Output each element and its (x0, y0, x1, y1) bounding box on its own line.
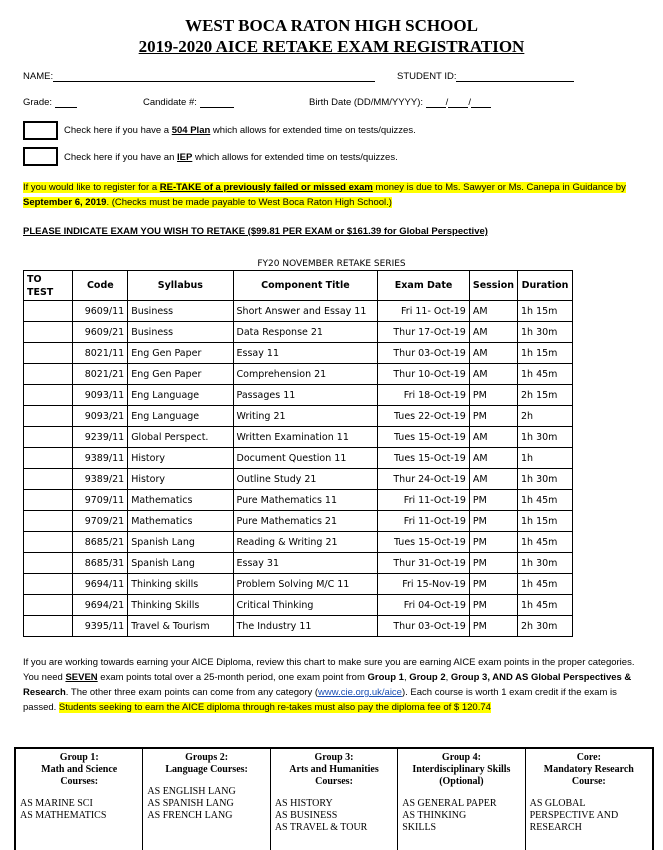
table-row (24, 616, 573, 637)
code-cell: 9395/11 (73, 616, 128, 637)
date-cell: Thur 24-Oct-19 (378, 469, 470, 490)
syllabus-cell: Eng Language (128, 406, 233, 427)
group-courses (402, 798, 520, 834)
syllabus-cell: Business (128, 301, 233, 322)
grade-label: Grade: (23, 97, 53, 108)
code-cell: 9093/11 (73, 385, 128, 406)
group-column (271, 749, 398, 850)
group-heading-line: Mandatory Research (543, 764, 634, 775)
component-cell: Short Answer and Essay 11 (233, 301, 378, 322)
school-title: WEST BOCA RATON HIGH SCHOOL (185, 16, 478, 35)
table-header-row (24, 271, 573, 301)
to-test-cell[interactable] (24, 448, 73, 469)
component-cell: Outline Study 21 (233, 469, 378, 490)
birthdate-row: Birth Date (DD/MM/YYYY): / / (309, 97, 491, 108)
duration-cell: 1h 45m (518, 364, 573, 385)
session-cell: PM (469, 595, 517, 616)
candidate-row (143, 97, 234, 108)
component-cell: Reading & Writing 21 (233, 532, 378, 553)
course-item: AS FRENCH LANG (147, 810, 233, 821)
candidate-field[interactable] (200, 98, 234, 108)
to-test-cell[interactable] (24, 427, 73, 448)
course-item: AS HISTORY (274, 798, 333, 809)
code-cell: 9389/11 (73, 448, 128, 469)
session-cell: AM (469, 343, 517, 364)
table-row (24, 469, 573, 490)
col-date: Exam Date (378, 271, 470, 301)
iep-checkbox[interactable] (23, 147, 58, 166)
date-cell: Fri 11-Oct-19 (378, 490, 470, 511)
code-cell: 9609/11 (73, 301, 128, 322)
name-field-row (23, 71, 375, 82)
group-heading (147, 752, 265, 776)
col-duration: Duration (518, 271, 573, 301)
name-label: NAME: (23, 71, 54, 82)
component-cell: Data Response 21 (233, 322, 378, 343)
table-row (24, 532, 573, 553)
group-column (526, 749, 652, 850)
syllabus-cell: Business (128, 322, 233, 343)
duration-cell: 1h 30m (518, 322, 573, 343)
to-test-cell[interactable] (24, 574, 73, 595)
plan504-text: Check here if you have a 504 Plan which allows for extended time on tests/quizzes. (64, 125, 416, 136)
duration-cell: 2h (518, 406, 573, 427)
to-test-cell[interactable] (24, 385, 73, 406)
group-heading-line: Arts and Humanities (289, 764, 379, 775)
series-caption: FY20 NOVEMBER RETAKE SERIES (257, 259, 406, 269)
session-cell: PM (469, 616, 517, 637)
group-heading-line: Groups 2: (185, 752, 229, 763)
to-test-cell[interactable] (24, 469, 73, 490)
date-cell: Fri 18-Oct-19 (378, 385, 470, 406)
group-heading-line: Interdisciplinary Skills (412, 764, 511, 775)
group-column (16, 749, 143, 850)
group-heading-line: Math and Science (41, 764, 118, 775)
retake-instruction: PLEASE INDICATE EXAM YOU WISH TO RETAKE ($99.81 PER EXAM or $161.39 for Global Perspective) (23, 226, 488, 237)
form-title: 2019-2020 AICE RETAKE EXAM REGISTRATION (138, 37, 525, 56)
course-item: AS TRAVEL & TOUR (274, 822, 368, 833)
code-cell: 8021/11 (73, 343, 128, 364)
syllabus-cell: History (128, 448, 233, 469)
group-heading-line: Core: (576, 752, 601, 763)
duration-cell: 1h (518, 448, 573, 469)
cie-link[interactable]: www.cie.org.uk/aice (318, 687, 402, 698)
syllabus-cell: Travel & Tourism (128, 616, 233, 637)
date-cell: Thur 17-Oct-19 (378, 322, 470, 343)
code-cell: 8685/31 (73, 553, 128, 574)
session-cell: PM (469, 385, 517, 406)
table-row (24, 490, 573, 511)
duration-cell: 2h 30m (518, 616, 573, 637)
course-item: AS THINKING (402, 810, 467, 821)
col-syllabus: Syllabus (128, 271, 233, 301)
group-courses (275, 798, 393, 834)
duration-cell: 1h 30m (518, 553, 573, 574)
col-to-test: TO TEST (24, 271, 73, 301)
syllabus-cell: Mathematics (128, 511, 233, 532)
duration-cell: 1h 15m (518, 343, 573, 364)
table-row (24, 343, 573, 364)
group-column (143, 749, 270, 850)
session-cell: AM (469, 364, 517, 385)
course-item: AS ENGLISH LANG (147, 786, 236, 797)
to-test-cell[interactable] (24, 343, 73, 364)
name-field[interactable] (53, 72, 375, 82)
syllabus-cell: Spanish Lang (128, 532, 233, 553)
duration-cell: 1h 30m (518, 427, 573, 448)
table-row (24, 364, 573, 385)
table-row (24, 595, 573, 616)
course-item: AS MARINE SCI (20, 798, 93, 809)
plan504-checkbox[interactable] (23, 121, 58, 140)
course-item: RESEARCH (529, 822, 582, 833)
duration-cell: 1h 45m (518, 574, 573, 595)
syllabus-cell: History (128, 469, 233, 490)
student-id-label: STUDENT ID: (397, 71, 457, 82)
code-cell: 9093/21 (73, 406, 128, 427)
code-cell: 8021/21 (73, 364, 128, 385)
student-id-row (397, 71, 574, 82)
col-code: Code (73, 271, 128, 301)
course-item: AS GENERAL PAPER (402, 798, 497, 809)
component-cell: Problem Solving M/C 11 (233, 574, 378, 595)
date-cell: Thur 03-Oct-19 (378, 343, 470, 364)
group-heading-line: Group 4: (441, 752, 481, 763)
to-test-cell[interactable] (24, 364, 73, 385)
component-cell: Writing 21 (233, 406, 378, 427)
group-courses (147, 786, 265, 822)
session-cell: AM (469, 427, 517, 448)
duration-cell: 1h 45m (518, 490, 573, 511)
birthdate-label: Birth Date (DD/MM/YYYY): (309, 97, 424, 108)
component-cell: Document Question 11 (233, 448, 378, 469)
table-row (24, 385, 573, 406)
syllabus-cell: Eng Language (128, 385, 233, 406)
syllabus-cell: Eng Gen Paper (128, 343, 233, 364)
duration-cell: 1h 15m (518, 301, 573, 322)
group-heading (275, 752, 393, 788)
table-row (24, 553, 573, 574)
syllabus-cell: Global Perspect. (128, 427, 233, 448)
group-courses (530, 798, 648, 834)
table-row (24, 574, 573, 595)
table-row (24, 301, 573, 322)
course-item: AS GLOBAL (529, 798, 586, 809)
retake-notice: If you would like to register for a RE-TAKE of a previously failed or missed exam money is due to Ms. Sawyer or Ms. Canepa in Guidance by September 6, 2019. (Checks must be made payable to West Boca Raton High School.) (23, 182, 626, 208)
to-test-cell[interactable] (24, 595, 73, 616)
to-test-cell[interactable] (24, 616, 73, 637)
table-row (24, 511, 573, 532)
group-heading (402, 752, 520, 788)
syllabus-cell: Mathematics (128, 490, 233, 511)
session-cell: AM (469, 448, 517, 469)
session-cell: PM (469, 406, 517, 427)
syllabus-cell: Eng Gen Paper (128, 364, 233, 385)
to-test-cell[interactable] (24, 553, 73, 574)
to-test-cell[interactable] (24, 301, 73, 322)
table-row (24, 406, 573, 427)
date-cell: Thur 31-Oct-19 (378, 553, 470, 574)
group-heading-line: Group 1: (59, 752, 99, 763)
date-cell: Fri 11- Oct-19 (378, 301, 470, 322)
session-cell: PM (469, 490, 517, 511)
duration-cell: 2h 15m (518, 385, 573, 406)
student-id-field[interactable] (456, 72, 574, 82)
to-test-cell[interactable] (24, 406, 73, 427)
to-test-cell[interactable] (24, 532, 73, 553)
to-test-cell[interactable] (24, 490, 73, 511)
date-cell: Tues 15-Oct-19 (378, 427, 470, 448)
code-cell: 9609/21 (73, 322, 128, 343)
group-heading-line: (Optional) (439, 776, 484, 787)
component-cell: Critical Thinking (233, 595, 378, 616)
code-cell: 9694/21 (73, 595, 128, 616)
date-cell: Tues 15-Oct-19 (378, 448, 470, 469)
course-item: SKILLS (402, 822, 437, 833)
course-item: AS BUSINESS (274, 810, 338, 821)
col-session: Session (469, 271, 517, 301)
group-heading-line: Language Courses: (165, 764, 248, 775)
syllabus-cell: Spanish Lang (128, 553, 233, 574)
candidate-label: Candidate #: (143, 97, 197, 108)
component-cell: Pure Mathematics 21 (233, 511, 378, 532)
component-cell: The Industry 11 (233, 616, 378, 637)
component-cell: Essay 31 (233, 553, 378, 574)
date-cell: Thur 10-Oct-19 (378, 364, 470, 385)
component-cell: Passages 11 (233, 385, 378, 406)
duration-cell: 1h 45m (518, 532, 573, 553)
code-cell: 9709/11 (73, 490, 128, 511)
group-courses (20, 798, 138, 822)
course-item: PERSPECTIVE AND (529, 810, 619, 821)
grade-row (23, 97, 77, 108)
code-cell: 9389/21 (73, 469, 128, 490)
group-heading-line: Course: (571, 776, 606, 787)
session-cell: PM (469, 511, 517, 532)
birthdate-year[interactable] (471, 98, 491, 108)
date-cell: Tues 15-Oct-19 (378, 532, 470, 553)
component-cell: Pure Mathematics 11 (233, 490, 378, 511)
syllabus-cell: Thinking Skills (128, 595, 233, 616)
session-cell: PM (469, 574, 517, 595)
birthdate-day[interactable] (426, 98, 446, 108)
col-component: Component Title (233, 271, 378, 301)
session-cell: AM (469, 469, 517, 490)
table-row (24, 427, 573, 448)
code-cell: 9239/11 (73, 427, 128, 448)
iep-text: Check here if you have an IEP which allows for extended time on tests/quizzes. (64, 152, 398, 163)
code-cell: 8685/21 (73, 532, 128, 553)
grade-field[interactable] (55, 98, 77, 108)
groups-table (14, 747, 654, 850)
code-cell: 9694/11 (73, 574, 128, 595)
date-cell: Tues 22-Oct-19 (378, 406, 470, 427)
table-row (24, 448, 573, 469)
component-cell: Comprehension 21 (233, 364, 378, 385)
birthdate-month[interactable] (448, 98, 468, 108)
course-item: AS SPANISH LANG (147, 798, 234, 809)
session-cell: PM (469, 532, 517, 553)
duration-cell: 1h 30m (518, 469, 573, 490)
to-test-cell[interactable] (24, 511, 73, 532)
duration-cell: 1h 45m (518, 595, 573, 616)
group-column (398, 749, 525, 850)
duration-cell: 1h 15m (518, 511, 573, 532)
code-cell: 9709/21 (73, 511, 128, 532)
table-row (24, 322, 573, 343)
group-heading-line: Courses: (315, 776, 353, 787)
to-test-cell[interactable] (24, 322, 73, 343)
session-cell: AM (469, 301, 517, 322)
syllabus-cell: Thinking skills (128, 574, 233, 595)
group-heading (20, 752, 138, 788)
component-cell: Written Examination 11 (233, 427, 378, 448)
session-cell: PM (469, 553, 517, 574)
date-cell: Fri 04-Oct-19 (378, 595, 470, 616)
group-heading (530, 752, 648, 788)
diploma-paragraph: If you are working towards earning your AICE Diploma, review this chart to make sure you are earning AICE exam points in the proper categories. You need SEVEN exam points total over a 25-month period, one exam point from Group 1, Group 2, Group 3, AND AS Global Perspectives & Research. The other three exam points can come from any category (www.cie.org.uk/aice). Each course is worth 1 exam credit if the exam is passed. Students seeking to earn the AICE diploma through re-takes must also pay the diploma fee of $ 120.74 (23, 657, 635, 713)
date-cell: Fri 15-Nov-19 (378, 574, 470, 595)
group-heading-line: Group 3: (314, 752, 354, 763)
group-heading-line: Courses: (60, 776, 99, 787)
date-cell: Fri 11-Oct-19 (378, 511, 470, 532)
course-item: AS MATHEMATICS (20, 810, 107, 821)
date-cell: Thur 03-Oct-19 (378, 616, 470, 637)
session-cell: AM (469, 322, 517, 343)
component-cell: Essay 11 (233, 343, 378, 364)
exam-table (23, 270, 573, 637)
